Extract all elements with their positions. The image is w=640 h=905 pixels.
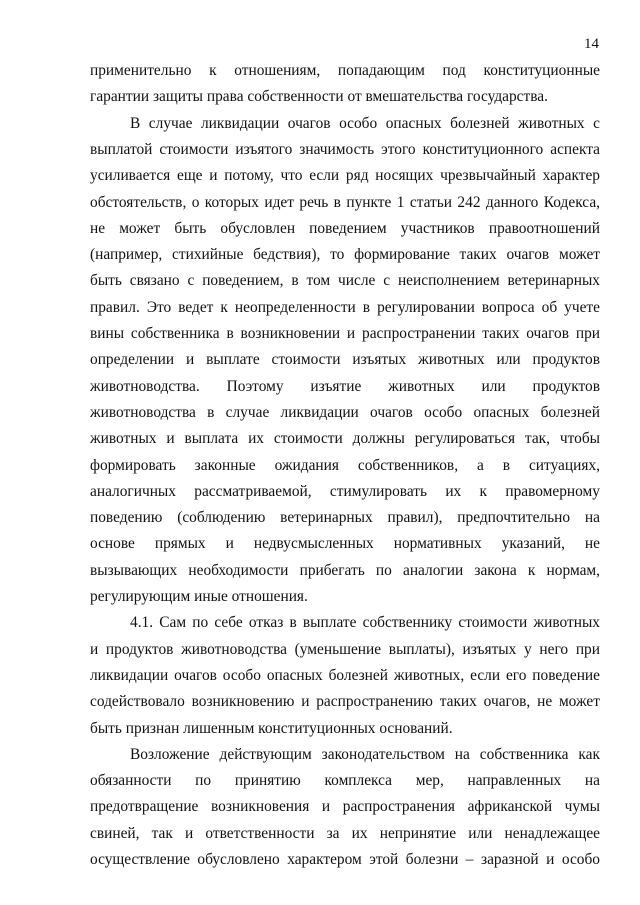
text-line: обязанности по принятию комплекса мер, направленных на	[90, 772, 600, 790]
text-line: животноводства в случае ликвидации очагов особо опасных болезней	[90, 403, 600, 421]
text-line: аналогичных рассматриваемой, стимулировать их к правомерному	[90, 482, 600, 500]
text-line: вызывающих необходимости прибегать по аналогии закона к нормам,	[90, 561, 600, 579]
text-line: применительно к отношениям, попадающим под конституционные	[90, 62, 600, 79]
text-line: содействовало возникновению и распространению таких очагов, не может	[90, 693, 600, 711]
text-line: гарантии защиты права собственности от вмешательства государства.	[90, 88, 548, 106]
text-line: предотвращение возникновения и распространения африканской чумы	[90, 798, 600, 816]
text-line: (например, стихийные бедствия), то формирование таких очагов может	[90, 246, 600, 264]
text-line: формировать законные ожидания собственников, а в ситуациях,	[90, 456, 600, 474]
text-line: осуществление обусловлено характером этой болезни – заразной и особо	[90, 851, 600, 868]
text-line: правил. Это ведет к неопределенности в регулировании вопроса об учете	[90, 298, 600, 316]
text-line: поведению (соблюдению ветеринарных правил), предпочтительно на	[90, 509, 600, 527]
text-line: животных и выплата их стоимости должны регулироваться так, чтобы	[90, 430, 600, 448]
text-line: и продуктов животноводства (уменьшение выплаты), изъятых у него при	[90, 640, 600, 658]
text-line: регулирующим иные отношения.	[90, 588, 308, 605]
text-line: основе прямых и недвусмысленных нормативных указаний, не	[90, 535, 600, 553]
text-line: быть признан лишенным конституционных оснований.	[90, 719, 453, 737]
text-line: усиливается еще и потому, что если ряд носящих чрезвычайный характер	[90, 167, 600, 185]
text-line: не может быть обусловлен поведением участников правоотношений	[90, 219, 600, 237]
text-line: обстоятельств, о которых идет речь в пункте 1 статьи 242 данного Кодекса,	[90, 193, 600, 211]
text-line: выплатой стоимости изъятого значимость этого конституционного аспекта	[90, 140, 600, 158]
text-line: свиней, так и ответственности за их непринятие или ненадлежащее	[90, 824, 600, 842]
text-line: быть связано с поведением, в том числе с неисполнением ветеринарных	[90, 272, 600, 290]
text-line: Возложение действующим законодательством на собственника как	[130, 745, 600, 763]
text-line: В случае ликвидации очагов особо опасных болезней животных с	[130, 114, 600, 132]
text-line: вины собственника в возникновении и распространении таких очагов при	[90, 325, 600, 342]
text-line: животноводства. Поэтому изъятие животных или продуктов	[90, 377, 600, 395]
text-line: определении и выплате стоимости изъятых животных или продуктов	[90, 351, 600, 369]
text-line: 4.1. Сам по себе отказ в выплате собственнику стоимости животных	[130, 614, 600, 632]
text-line: ликвидации очагов особо опасных болезней животных, если его поведение	[90, 666, 600, 684]
page-number: 14	[584, 36, 599, 52]
